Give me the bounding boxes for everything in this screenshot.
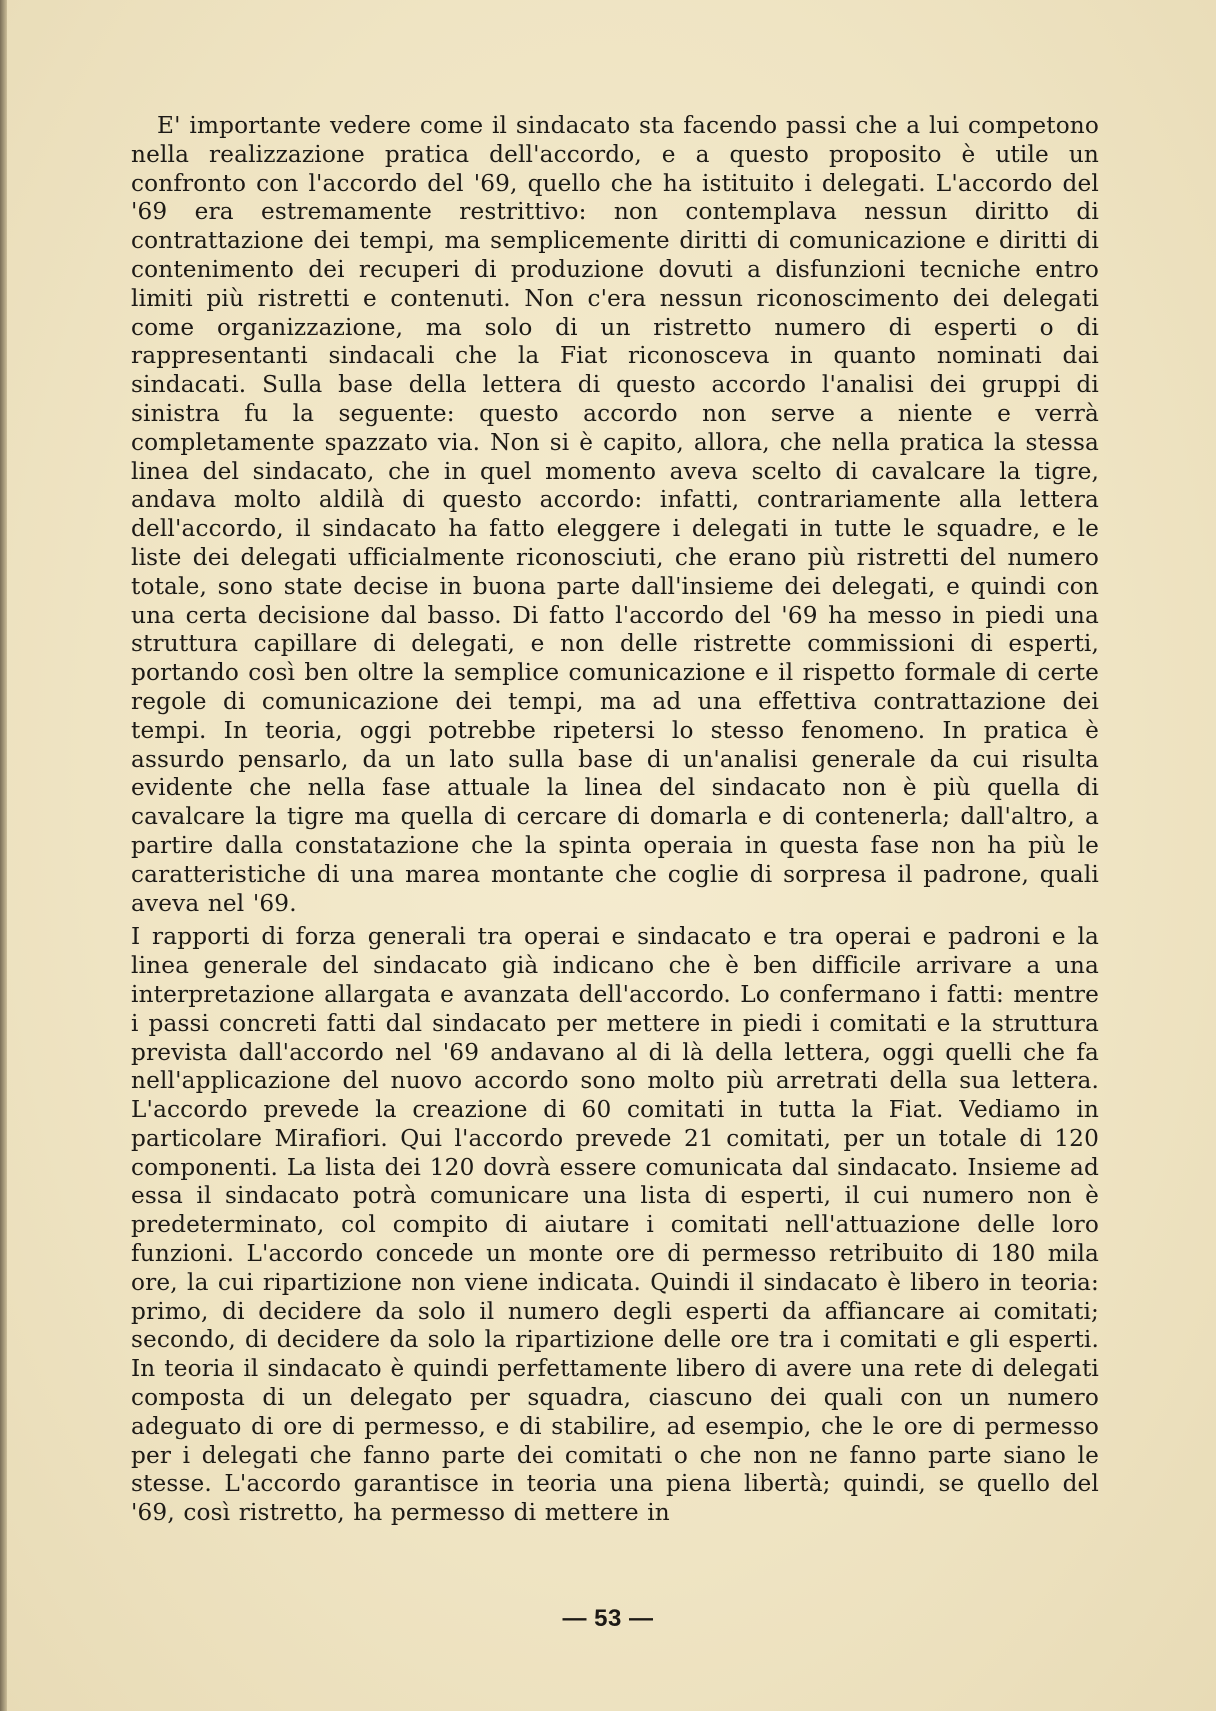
paragraph-2: I rapporti di forza generali tra operai e sindacato e tra operai e padroni e la linea generale del sindacato già indicano che è ben difficile arrivare a una interpretazione allargata e avanzata dell'accordo. Lo confermano i fatti: mentre i passi concreti fatti dal sindacato per mettere in piedi i comitati e la struttura prevista dall'accordo nel '69 andavano al di là della lettera, oggi quelli che fa nell'applicazione del nuovo accordo sono molto più arretrati della sua lettera. L'accordo prevede la creazione di 60 comitati in tutta la Fiat. Vediamo in particolare Mirafiori. Qui l'accordo prevede 21 comitati, per un totale di 120 componenti. La lista dei 120 dovrà essere comunicata dal sindacato. Insieme ad essa il sindacato potrà comunicare una lista di esperti, il cui numero non è predeterminato, col compito di aiutare i comitati nell'attuazione delle loro funzioni. L'accordo concede un monte ore di permesso retribuito di 180 mila ore, la cui ripartizione non viene indicata. Quindi il sindacato è libero in teoria: primo, di decidere da solo il numero degli esperti da affiancare ai comitati; secondo, di decidere da solo la ripartizione delle ore tra i comitati e gli esperti. In teoria il sindacato è quindi perfettamente libero di avere una rete di delegati composta di un delegato per squadra, ciascuno dei quali con un numero adeguato di ore di permesso, e di stabilire, ad esempio, che le ore di permesso per i delegati che fanno parte dei comitati o che non ne fanno parte siano le stesse. L'accordo garantisce in teoria una piena libertà; quindi, se quello del '69, così ristretto, ha permesso di mettere in <box>131 923 1099 1527</box>
page-number: — 53 — <box>562 1605 654 1632</box>
paragraph-1: E' importante vedere come il sindacato sta facendo passi che a lui competono nella realizzazione pratica dell'accordo, e a questo proposito è utile un confronto con l'accordo del '69, quello che ha istituito i delegati. L'accordo del '69 era estremamente restrittivo: non contemplava nessun diritto di contrattazione dei tempi, ma semplicemente diritti di comunicazione e diritti di contenimento dei recuperi di produzione dovuti a disfunzioni tecniche entro limiti più ristretti e contenuti. Non c'era nessun riconoscimento dei delegati come organizzazione, ma solo di un ristretto numero di esperti o di rappresentanti sindacali che la Fiat riconosceva in quanto nominati dai sindacati. Sulla base della lettera di questo accordo l'analisi dei gruppi di sinistra fu la seguente: questo accordo non serve a niente e verrà completamente spazzato via. Non si è capito, allora, che nella pratica la stessa linea del sindacato, che in quel momento aveva scelto di cavalcare la tigre, andava molto aldilà di questo accordo: infatti, contrariamente alla lettera dell'accordo, il sindacato ha fatto eleggere i delegati in tutte le squadre, e le liste dei delegati ufficialmente riconosciuti, che erano più ristretti del numero totale, sono state decise in buona parte dall'insieme dei delegati, e quindi con una certa decisione dal basso. Di fatto l'accordo del '69 ha messo in piedi una struttura capillare di delegati, e non delle ristrette commissioni di esperti, portando così ben oltre la semplice comunicazione e il rispetto formale di certe regole di comunicazione dei tempi, ma ad una effettiva contrattazione dei tempi. In teoria, oggi potrebbe ripetersi lo stesso fenomeno. In pratica è assurdo pensarlo, da un lato sulla base di un'analisi generale da cui risulta evidente che nella fase attuale la linea del sindacato non è più quella di cavalcare la tigre ma quella di cercare di domarla e di contenerla; dall'altro, a partire dalla constatazione che la spinta operaia in questa fase non ha più le caratteristiche di una marea montante che coglie di sorpresa il padrone, quali aveva nel '69. <box>131 112 1099 917</box>
page-edge <box>0 0 7 1711</box>
body-text <box>131 112 1099 1528</box>
